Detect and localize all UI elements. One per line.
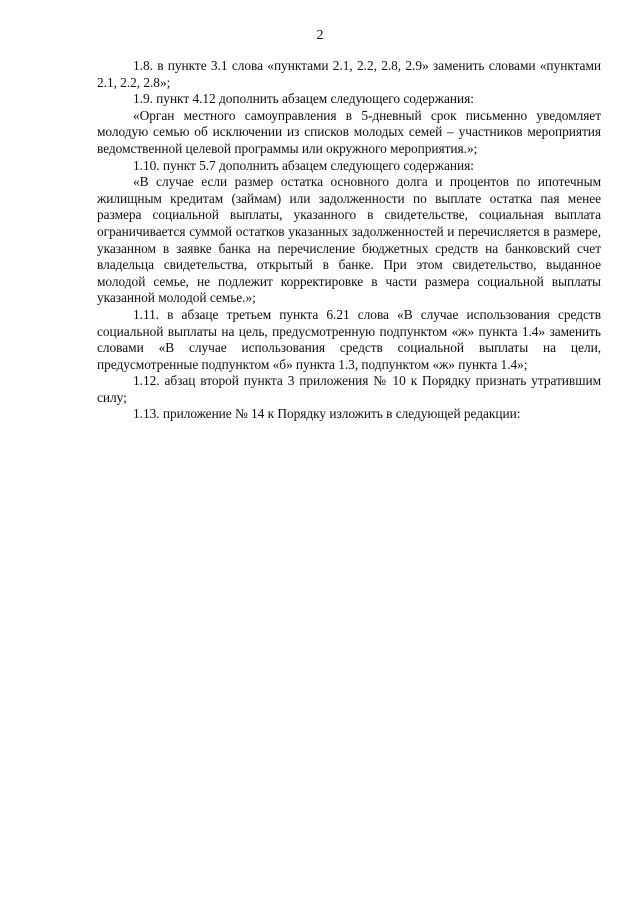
paragraph-1-10-quote: «В случае если размер остатка основного долга и процентов по ипотечным жилищным кредитам (займам) или задолженности по выплате остатка пая менее размера социальной выплаты, указанного в свидетельстве, социальная выплата ограничивается суммой остатков указанных задолженностей и перечисляется в размере, указанном в заявке банка на перечисление бюджетных средств на банковский счет владельца свидетельства, открытый в банке. При этом свидетельство, выданное молодой семье, не подлежит корректировке в части размера социальной выплаты указанной молодой семье.»; (97, 174, 601, 306)
paragraph-1-9-quote: «Орган местного самоуправления в 5-дневный срок письменно уведомляет молодую семью об исключении из списков молодых семей – участников мероприятия ведомственной целевой программы или окружного мероприятия.»; (97, 107, 601, 156)
page-number: 2 (316, 28, 324, 43)
paragraph-1-11: 1.11. в абзаце третьем пункта 6.21 слова «В случае использования средств социальной выплаты на цель, предусмотренную подпунктом «ж» пункта 1.4» заменить словами «В случае использования средств социальной выплаты на цели, предусмотренные подпунктом «б» пункта 1.3, подпунктом «ж» пункта 1.4»; (97, 306, 601, 372)
paragraph-1-10: 1.10. пункт 5.7 дополнить абзацем следующего содержания: (133, 157, 474, 173)
paragraph-1-13: 1.13. приложение № 14 к Порядку изложить в следующей редакции: (133, 406, 521, 422)
paragraph-1-8: 1.8. в пункте 3.1 слова «пунктами 2.1, 2.2, 2.8, 2.9» заменить словами «пунктами 2.1, 2.2, 2.8»; (97, 58, 601, 90)
document-body (97, 58, 601, 423)
paragraph-1-12: 1.12. абзац второй пункта 3 приложения № 10 к Порядку признать утратившим силу; (97, 373, 601, 405)
paragraph-1-9: 1.9. пункт 4.12 дополнить абзацем следующего содержания: (133, 91, 474, 107)
